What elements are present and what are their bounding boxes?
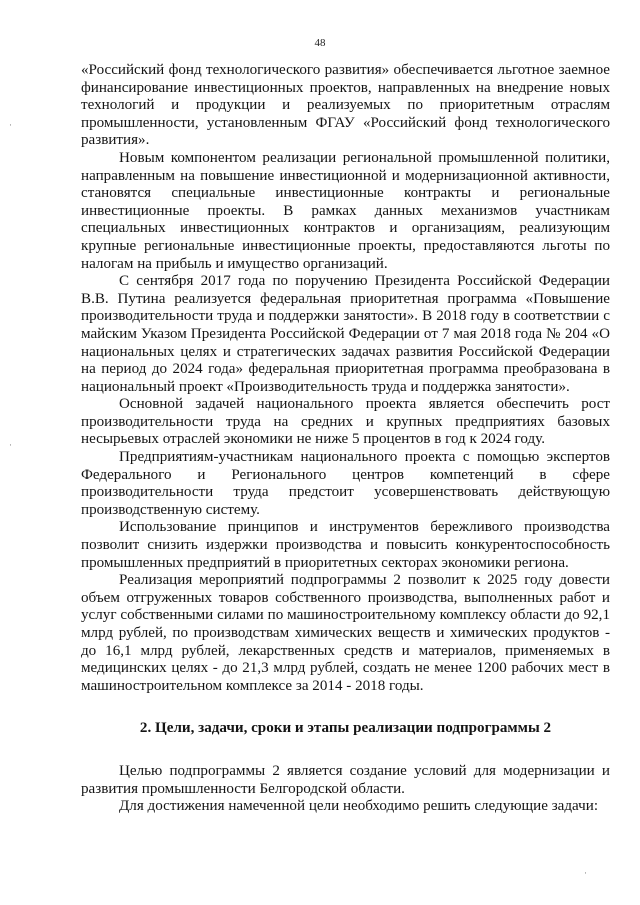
section-heading: 2. Цели, задачи, сроки и этапы реализации подпрограммы 2 — [139, 720, 552, 737]
page-number: 48 — [314, 37, 326, 49]
paragraph: Использование принципов и инструментов бережливого производства позволит снизить издержки производства и повысить конкурентоспособность промышленных предприятий в приоритетных секторах экономики региона. — [81, 519, 610, 571]
paragraph: С сентября 2017 года по поручению Президента Российской Федерации В.В. Путина реализуется федеральная приоритетная программа «Повышение производительности труда и поддержки занятости». В 2018 году в соответствии с майским Указом Президента Российской Федерации от 7 мая 2018 года № 204 «О национальных целях и стратегических задачах развития Российской Федерации на период до 2024 года» федеральная приоритетная программа преобразована в национальный проект «Производительность труда и поддержка занятости». — [81, 273, 610, 395]
paragraph: Реализация мероприятий подпрограммы 2 позволит к 2025 году довести объем отгруженных товаров собственного производства, выполненных работ и услуг собственными силами по машиностроительному комплексу области до 92,1 млрд рублей, по производствам химических веществ и химических продуктов - до 16,1 млрд рублей, лекарственных средств и материалов, применяемых в медицинских целях - до 21,3 млрд рублей, создать не менее 1200 рабочих мест в машиностроительном комплексе за 2014 - 2018 годы. — [81, 572, 610, 694]
paragraph: Новым компонентом реализации региональной промышленной политики, направленным на повышение инвестиционной и модернизационной активности, становятся специальные инвестиционные контракты и региональные инвестиционные проекты. В рамках данных механизмов участникам специальных инвестиционных контрактов и организациям, реализующим крупные региональные инвестиционные проекты, предоставляются льготы по налогам на прибыль и имущество организаций. — [81, 149, 610, 272]
paragraph: Для достижения намеченной цели необходимо решить следующие задачи: — [119, 798, 599, 815]
paragraph: Основной задачей национального проекта является обеспечить рост производительности труда на средних и крупных предприятиях базовых несырьевых отраслей экономики не ниже 5 процентов в год к 2024 году. — [81, 396, 610, 448]
paragraph: Предприятиям-участникам национального проекта с помощью экспертов Федерального и Регионального центров компетенций в сфере производительности труда предстоит усовершенствовать действующую производственную систему. — [81, 449, 610, 518]
scan-speck: · — [584, 868, 587, 878]
scan-speck: · — [9, 440, 12, 450]
paragraph: Целью подпрограммы 2 является создание условий для модернизации и развития промышленности Белгородской области. — [81, 762, 610, 797]
scan-speck: · — [9, 120, 12, 130]
document-body — [81, 62, 610, 816]
paragraph: «Российский фонд технологического развития» обеспечивается льготное заемное финансирование инвестиционных проектов, направленных на внедрение новых технологий и продукции и реализуемых по приоритетным отраслям промышленности, установленным ФГАУ «Российский фонд технологического развития». — [81, 62, 610, 149]
